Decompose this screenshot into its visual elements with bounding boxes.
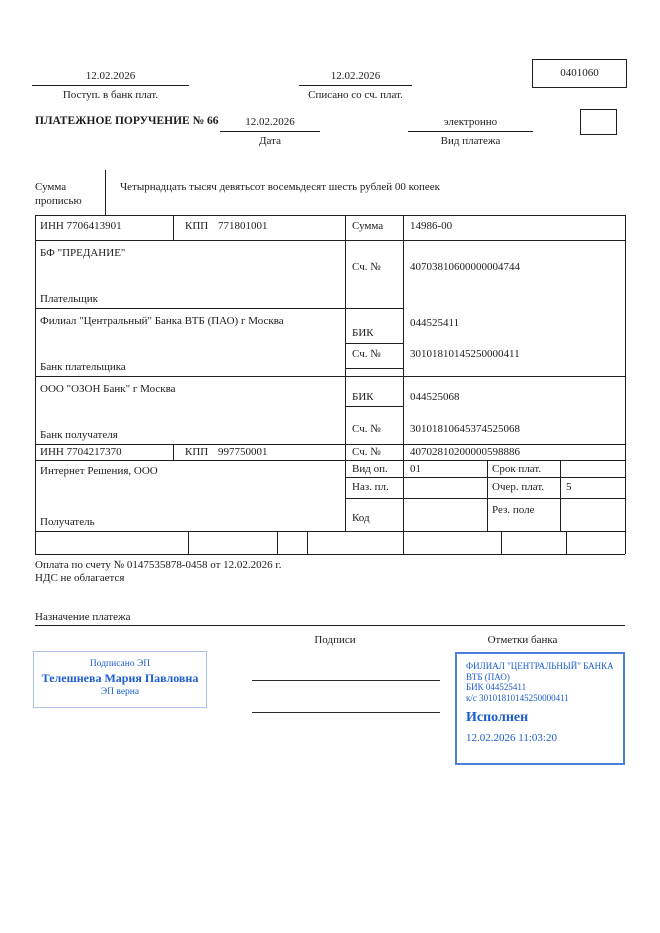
code-label: Код [352,512,370,524]
extra-row-divider-1 [35,531,36,554]
signatures-label: Подписи [314,634,356,646]
received-date-underline [32,85,189,86]
extra-row-divider-4 [307,531,308,554]
beneficiary-bank-underline [35,444,625,445]
purpose-line1: Оплата по счету № 0147535878-0458 от 12.02.2026 г. [35,559,282,571]
pay-term-label: Срок плат. [492,463,542,475]
extra-row-divider-7 [566,531,567,554]
account2-box-bottom [345,368,403,369]
bank-stamp-timestamp: 12.02.2026 11:03:20 [466,732,557,744]
beneficiary-kpp-value: 997750001 [218,446,268,458]
pay-purpose-code-label: Наз. пл. [352,481,389,493]
priority-value: 5 [566,481,572,493]
payer-bank-bik-value: 044525411 [410,317,460,329]
amount-in-words-label: Сумма прописью [35,181,82,207]
debited-date-label: Списано со сч. плат. [308,89,403,101]
form-code: 0401060 [560,67,599,79]
signature-line-1 [252,680,440,681]
debited-date-underline [299,85,412,86]
payer-bank-account-value: 30101810145250000411 [410,348,520,360]
payer-account-label: Сч. № [352,261,381,273]
payer-bank-section-label: Банк плательщика [40,361,126,373]
payment-type-label: Вид платежа [440,135,501,147]
payer-bank-name: Филиал "Центральный" Банка ВТБ (ПАО) г Москва [40,315,284,327]
document-date-label: Дата [259,135,281,147]
reserve-field-label: Рез. поле [492,504,535,516]
beneficiary-section-label: Получатель [40,516,95,528]
signature-stamp-bottom: ЭП верна [100,687,140,697]
bik1-box-bottom [345,343,403,344]
payer-underline [35,308,403,309]
purpose-code-row-underline [345,498,625,499]
payer-name: БФ "ПРЕДАНИЕ" [40,247,126,259]
payment-type-underline [408,131,533,132]
document-title: ПЛАТЕЖНОЕ ПОРУЧЕНИЕ № 66 [35,115,219,127]
signature-stamp-top: Подписано ЭП [89,659,151,669]
beneficiary-bank-name: ООО "ОЗОН Банк" г Москва [40,383,176,395]
extra-row-divider-5 [403,531,404,554]
beneficiary-bank-bik-label: БИК [352,391,374,403]
inn2-row-underline [35,460,625,461]
document-date: 12.02.2026 [245,116,295,128]
label-column-right [403,215,404,531]
op-kind-row-underline [345,477,625,478]
form-code-box [532,59,627,88]
payer-inn: ИНН 7706413901 [40,220,122,232]
bank-separator-line [35,376,625,377]
received-date-label: Поступ. в банк плат. [62,89,159,101]
payment-type-value: электронно [443,116,498,128]
table-border-bottom [35,531,625,532]
payer-kpp-value: 771801001 [218,220,268,232]
document-date-underline [220,131,320,132]
bank-marks-label: Отметки банка [487,634,558,646]
bank-stamp-line4: к/с 30101810145250000411 [466,692,569,703]
signature-stamp [33,651,207,708]
beneficiary-name: Интернет Решения, ООО [40,465,158,477]
beneficiary-account-value: 40702810200000598886 [410,446,520,458]
extra-row-divider-8 [625,531,626,554]
bik2-box-bottom [345,406,403,407]
received-date: 12.02.2026 [85,70,136,82]
extra-row-divider-3 [277,531,278,554]
extra-row-divider-2 [188,531,189,554]
amount-label: Сумма [352,220,384,232]
beneficiary-kpp-label: КПП [185,446,209,458]
beneficiary-account-label: Сч. № [352,446,381,458]
amount-in-words-divider [105,170,106,215]
purpose-line2: НДС не облагается [35,572,125,584]
bank-stamp-status: Исполнен [466,710,529,725]
bank-stamp-line1: ФИЛИАЛ "ЦЕНТРАЛЬНЫЙ" БАНКА [466,661,614,671]
inn2-kpp-divider [173,444,174,460]
empty-checkbox [580,109,617,135]
bank-stamp [455,652,625,765]
inn1-kpp-divider [173,215,174,240]
amount-in-words-value: Четырнадцать тысяч девятьсот восемьдесят шесть рублей 00 копеек [120,181,440,193]
table-border-top [35,215,625,216]
label-column-left [345,215,346,531]
payer-section-label: Плательщик [40,293,98,305]
extra-row-bottom [35,554,625,555]
signature-line-2 [252,712,440,713]
purpose-section-label: Назначение платежа [35,611,131,623]
table-border-left [35,215,36,531]
op-kind-value: 01 [410,463,421,475]
beneficiary-bank-bik-value: 044525068 [410,391,460,403]
purpose-underline [35,625,625,626]
payer-kpp-label: КПП [185,220,209,232]
payer-bank-bik-label: БИК [352,327,374,339]
debited-date: 12.02.2026 [330,70,381,82]
beneficiary-bank-section-label: Банк получателя [40,429,118,441]
grid-divider-487 [487,460,488,531]
amount-value: 14986-00 [410,220,453,232]
bank-stamp-line2: ВТБ (ПАО) [466,671,510,682]
extra-row-divider-6 [501,531,502,554]
beneficiary-inn: ИНН 7704217370 [40,446,122,458]
table-border-right [625,215,626,531]
op-kind-label: Вид оп. [352,463,388,475]
beneficiary-bank-account-value: 30101810645374525068 [410,423,520,435]
table-border-row1 [35,240,625,241]
payer-bank-account-label: Сч. № [352,348,381,360]
beneficiary-bank-account-label: Сч. № [352,423,381,435]
grid-divider-560 [560,460,561,531]
priority-label: Очер. плат. [492,481,545,493]
payer-account-value: 40703810600000004744 [410,261,520,273]
bank-stamp-line3: БИК 044525411 [466,682,527,692]
signature-stamp-name: Телешнева Мария Павловна [41,671,199,685]
